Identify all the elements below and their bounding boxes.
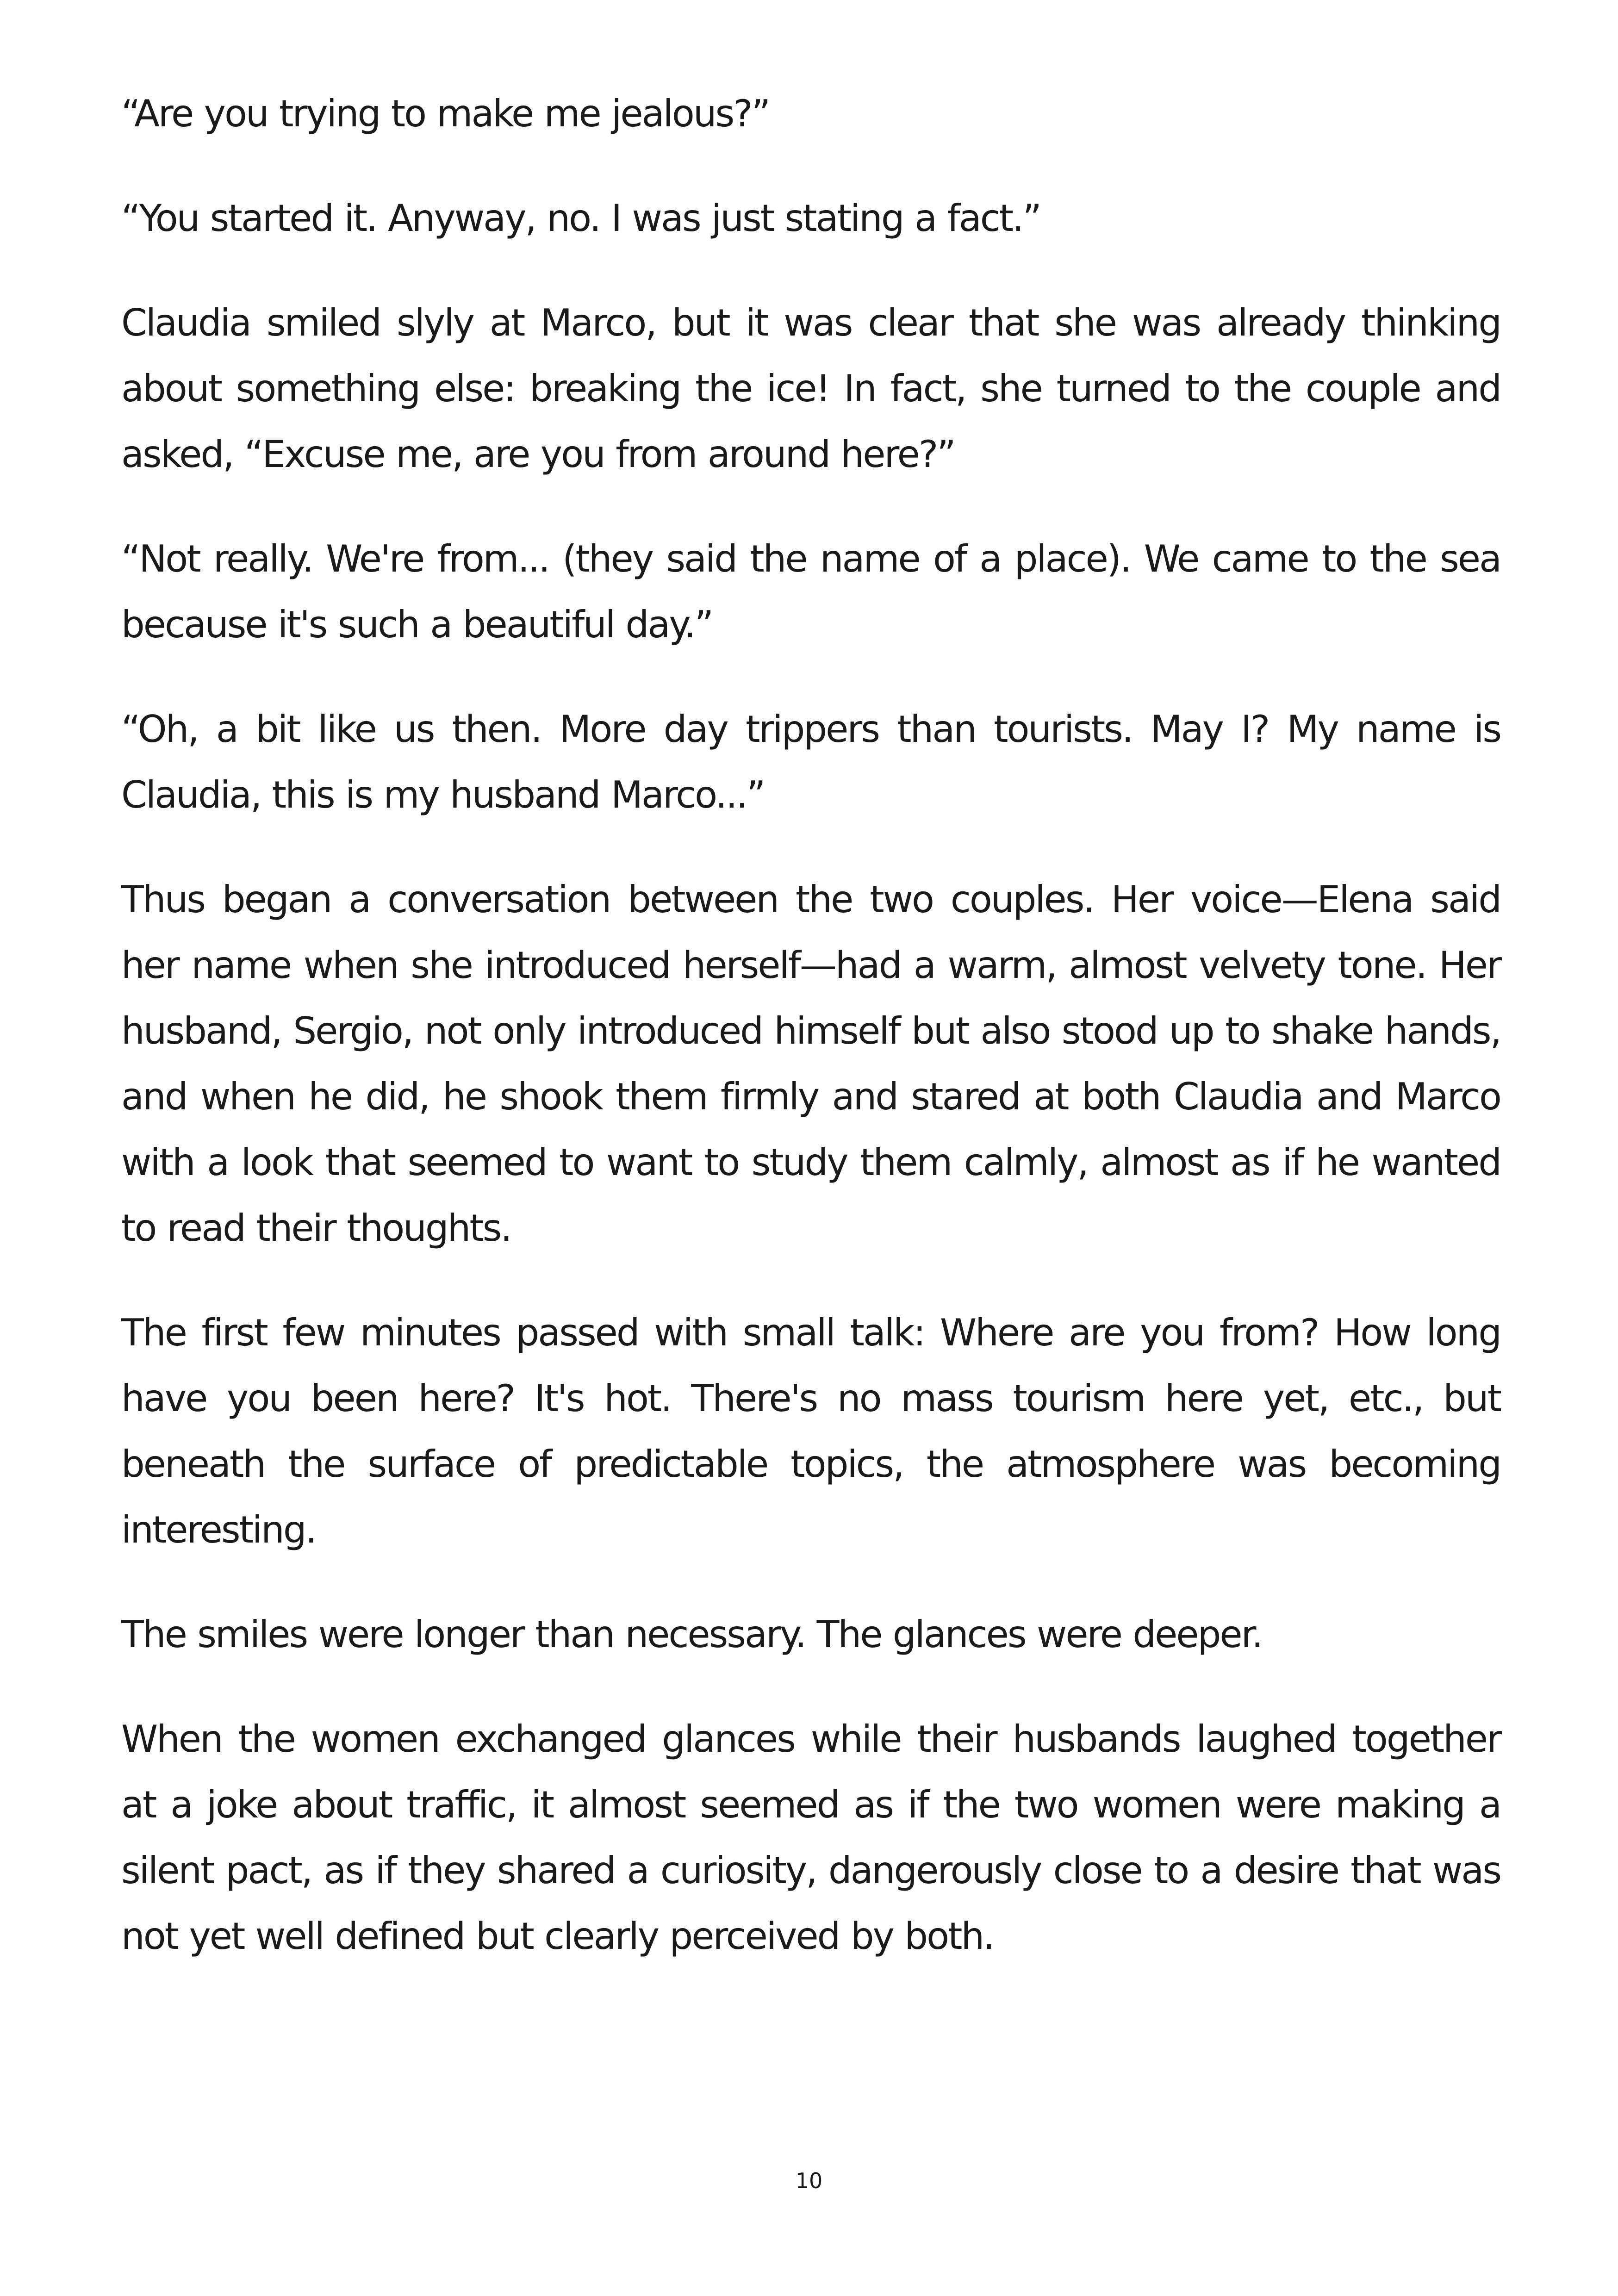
paragraph-8: The smiles were longer than necessary. The glances were deeper. — [121, 1613, 1262, 1656]
paragraph-7: The first few minutes passed with small talk: Where are you from? How long have you been here? It's hot. There's no mass tourism here yet, etc., but beneath the surface of predictable topics, the atmosphere was becoming interesting. — [121, 1311, 1500, 1551]
paragraph-3: Claudia smiled slyly at Marco, but it was clear that she was already thinking about something else: breaking the ice! In fact, she turned to the couple and asked, “Excuse me, are you from around here?” — [121, 301, 1500, 476]
body-text — [121, 81, 1500, 2008]
paragraph-2: “You started it. Anyway, no. I was just stating a fact.” — [121, 197, 1040, 240]
paragraph-9: When the women exchanged glances while their husbands laughed together at a joke about traffic, it almost seemed as if the two women were making a silent pact, as if they shared a curiosity, dangerously close to a desire that was not yet well defined but clearly perceived by both. — [121, 1717, 1500, 1958]
paragraph-1: “Are you trying to make me jealous?” — [121, 92, 770, 135]
page-number: 10 — [795, 2168, 823, 2193]
paragraph-5: “Oh, a bit like us then. More day trippers than tourists. May I? My name is Claudia, this is my husband Marco...” — [121, 708, 1500, 816]
paragraph-4: “Not really. We're from... (they said the name of a place). We came to the sea because it's such a beautiful day.” — [121, 537, 1500, 646]
paragraph-6: Thus began a conversation between the two couples. Her voice—Elena said her name when she introduced herself—had a warm, almost velvety tone. Her husband, Sergio, not only introduced himself but also stood up to shake hands, and when he did, he shook them firmly and stared at both Claudia and Marco with a look that seemed to want to study them calmly, almost as if he wanted to read their thoughts. — [121, 878, 1500, 1250]
